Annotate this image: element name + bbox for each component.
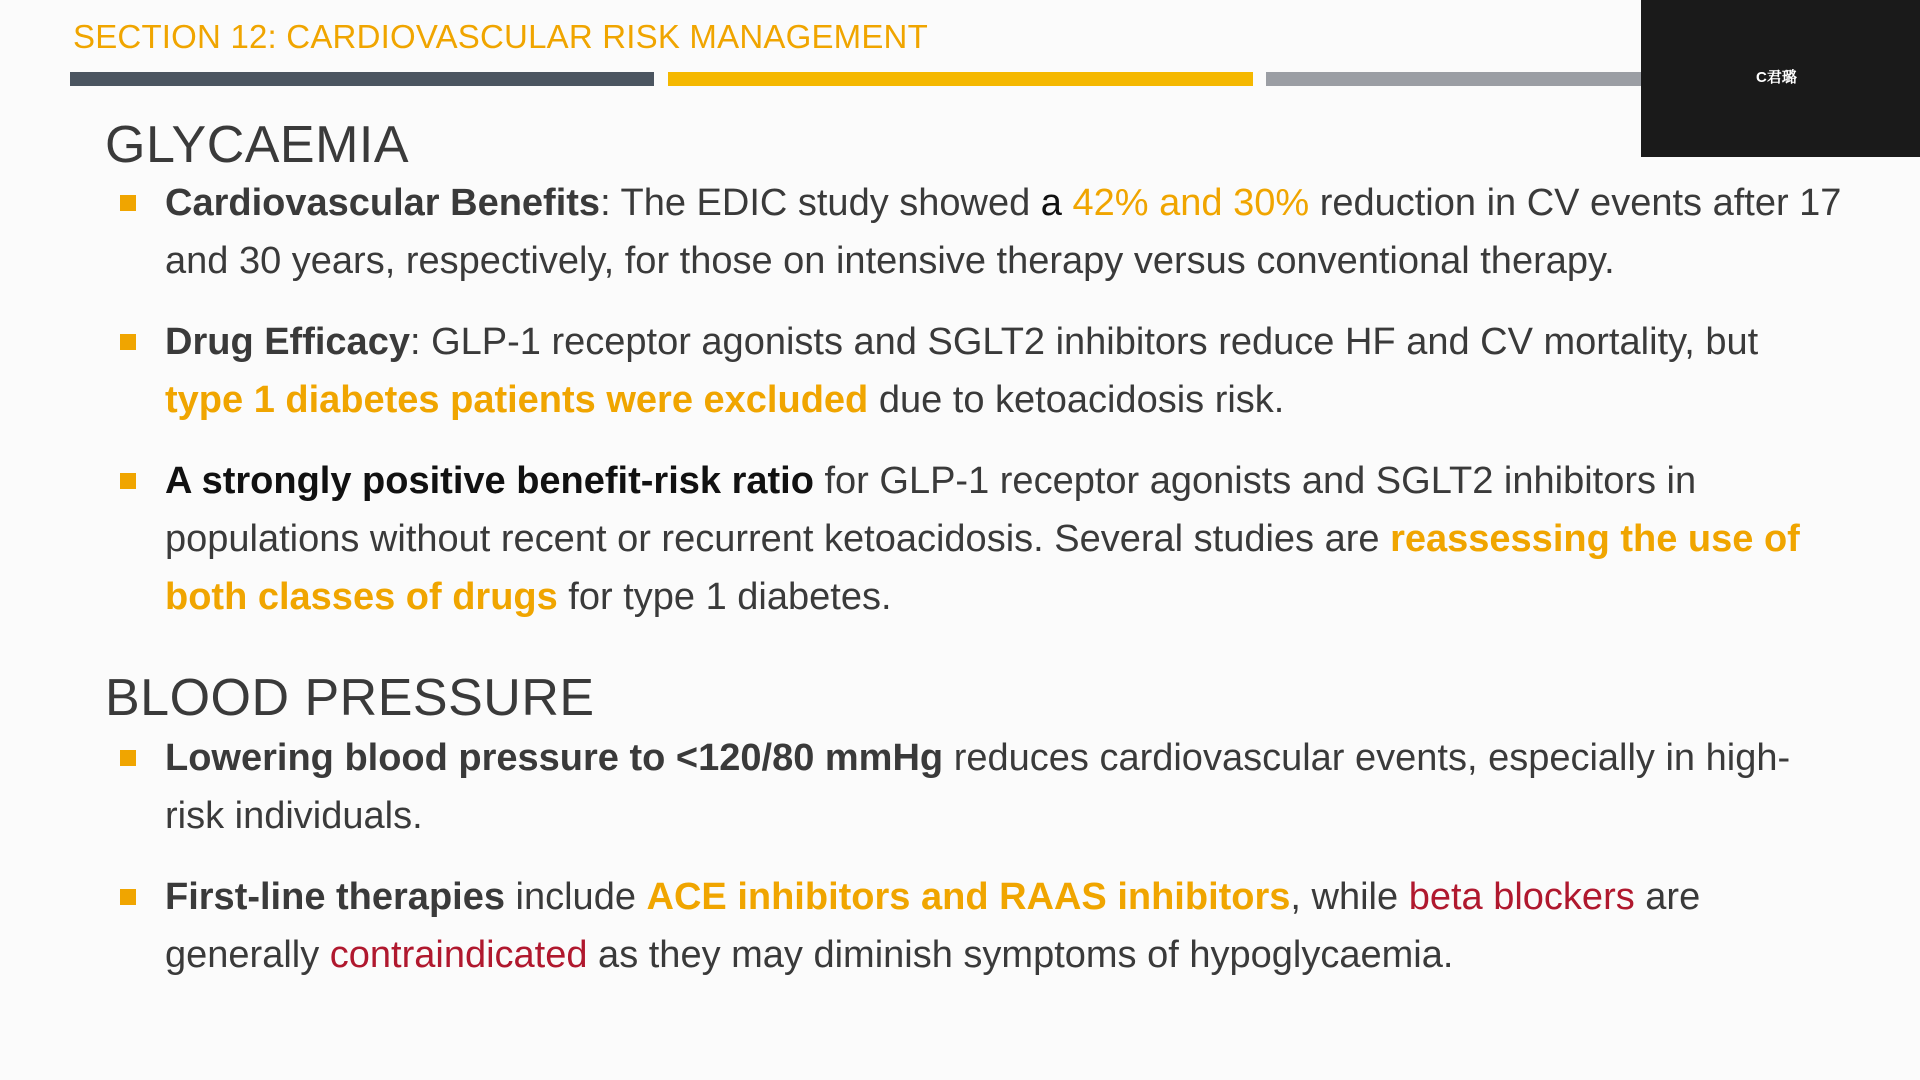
item-text: reduces cardiovascular events, especially in high-risk individuals. xyxy=(165,737,1791,837)
item-lead: Cardiovascular Benefits xyxy=(165,182,601,224)
glycaemia-item-drug-efficacy xyxy=(165,313,1845,429)
item-text: for GLP-1 receptor agonists and SGLT2 inhibitors in populations without recent or recurrent ketoacidosis. Several studies are xyxy=(165,460,1697,560)
item-highlight: 42% and 30% xyxy=(1072,182,1310,224)
video-overlay xyxy=(1641,0,1920,157)
section-title: SECTION 12: CARDIOVASCULAR RISK MANAGEMENT xyxy=(73,18,928,55)
item-lead: Drug Efficacy xyxy=(165,321,410,363)
item-lead: First-line therapies xyxy=(165,876,505,918)
item-lead: Lowering blood pressure to <120/80 mmHg xyxy=(165,737,944,779)
item-highlight: ACE inhibitors and RAAS inhibitors xyxy=(646,876,1291,918)
item-text: for type 1 diabetes. xyxy=(557,576,892,618)
item-highlight: type 1 diabetes patients were excluded xyxy=(165,379,869,421)
item-text: include xyxy=(504,876,647,918)
bullet-marker xyxy=(120,195,136,211)
glycaemia-heading: GLYCAEMIA xyxy=(105,116,410,174)
bullet-marker xyxy=(120,889,136,905)
bullet-marker xyxy=(120,473,136,489)
item-text: as they may diminish symptoms of hypoglycaemia. xyxy=(587,934,1454,976)
bullet-marker xyxy=(120,750,136,766)
glycaemia-item-benefit-risk xyxy=(165,452,1845,626)
item-text: a xyxy=(1040,182,1073,224)
header-bar-dark xyxy=(70,72,654,86)
header-bar-gray xyxy=(1266,72,1646,86)
item-text: due to ketoacidosis risk. xyxy=(868,379,1285,421)
item-lead: A strongly positive benefit-risk ratio xyxy=(165,460,814,502)
glycaemia-item-cv-benefits xyxy=(165,174,1845,290)
header-bar-gold xyxy=(668,72,1253,86)
item-warning: contraindicated xyxy=(329,934,588,976)
item-text: reduction in CV events after 17 and 30 years, respectively, for those on intensive therapy versus conventional therapy. xyxy=(165,182,1842,282)
bullet-marker xyxy=(120,334,136,350)
item-warning: beta blockers xyxy=(1408,876,1635,918)
item-text: , while xyxy=(1290,876,1409,918)
video-overlay-label: C君璐 xyxy=(1756,69,1797,86)
item-text: : GLP-1 receptor agonists and SGLT2 inhibitors reduce HF and CV mortality, but xyxy=(409,321,1759,363)
bp-item-first-line xyxy=(165,868,1845,984)
bp-item-lowering xyxy=(165,729,1845,845)
item-text: : The EDIC study showed xyxy=(600,182,1041,224)
blood-pressure-heading: BLOOD PRESSURE xyxy=(105,669,595,727)
item-highlight: reassessing the use of both classes of drugs xyxy=(165,518,1800,618)
item-text: are generally xyxy=(165,876,1701,976)
